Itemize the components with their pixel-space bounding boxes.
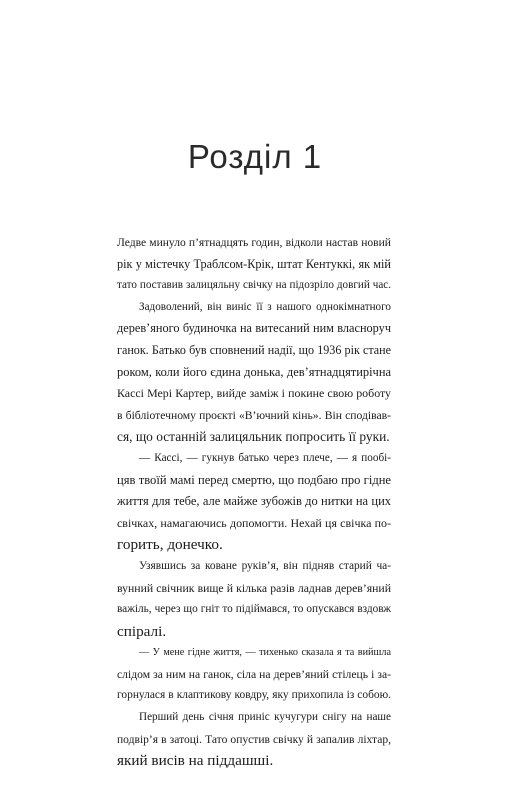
text-line: життя для тебе, але майже зубожів до нитки на цих	[117, 494, 391, 509]
paragraph	[117, 448, 391, 556]
text-line: горить, донечко.	[117, 536, 223, 554]
text-line: — Кассі, — гукнув батько через плече, — я пообі-	[139, 451, 391, 464]
text-line: дерев’яного будиночка на витесаний ним власноруч	[117, 321, 391, 336]
text-line: в бібліотечному проєкті «В’ючний кінь». Він сподівав-	[117, 408, 391, 422]
text-line: ганок. Батько був сповнений надії, що 1936 рік стане	[117, 342, 391, 357]
paragraph	[117, 642, 391, 707]
text-line: ся, що останній залицяльник попросить її руки.	[117, 429, 390, 445]
text-line: цяв твоїй мамі перед смертю, що подбаю про гідне	[117, 472, 391, 487]
paragraph	[117, 556, 391, 642]
text-line: рік у містечку Траблсом-Крік, штат Кентуккі, як мій	[117, 256, 391, 271]
text-line: важіль, через що гніт то підіймався, то опускався вздовж	[117, 603, 391, 616]
text-line: Задоволений, він виніс її з нашого однокімнатного	[139, 300, 391, 313]
text-line: Кассі Мері Картер, вийде заміж і покине свою роботу	[117, 386, 391, 401]
text-line: горнулася в клаптикову ковдру, яку прихопила із собою.	[117, 689, 391, 702]
text-line: Ледве минуло п’ятнадцять годин, відколи настав новий	[117, 236, 391, 249]
text-line: Перший день січня приніс кучугури снігу на наше	[139, 711, 391, 724]
text-line: який висів на піддашші.	[117, 752, 274, 770]
text-line: роком, коли його єдина донька, дев’ятнадцятирічна	[117, 364, 391, 379]
text-line: слідом за ним на ганок, сіла на дерев’яний стілець і за-	[117, 667, 391, 681]
paragraph	[117, 707, 391, 772]
paragraph	[117, 232, 391, 297]
text-line: тато поставив залицяльну свічку на підозріло довгий час.	[117, 279, 391, 292]
text-line: Узявшись за коване руків’я, він підняв старий ча-	[139, 559, 391, 572]
text-line: — У мене гідне життя, — тихенько сказала я та вийшла	[139, 647, 391, 659]
text-line: вунний свічник вище й кілька разів ладнав дерев’яний	[117, 581, 391, 595]
text-line: свічках, намагаючись допомогти. Нехай ця свічка по-	[117, 515, 391, 530]
paragraph	[117, 297, 391, 448]
chapter-body	[117, 232, 391, 772]
chapter-title: Розділ 1	[187, 138, 323, 176]
text-line: подвір’я в затоці. Тато опустив свічку й запалив ліхтар,	[117, 732, 391, 746]
text-line: спіралі.	[117, 622, 167, 640]
